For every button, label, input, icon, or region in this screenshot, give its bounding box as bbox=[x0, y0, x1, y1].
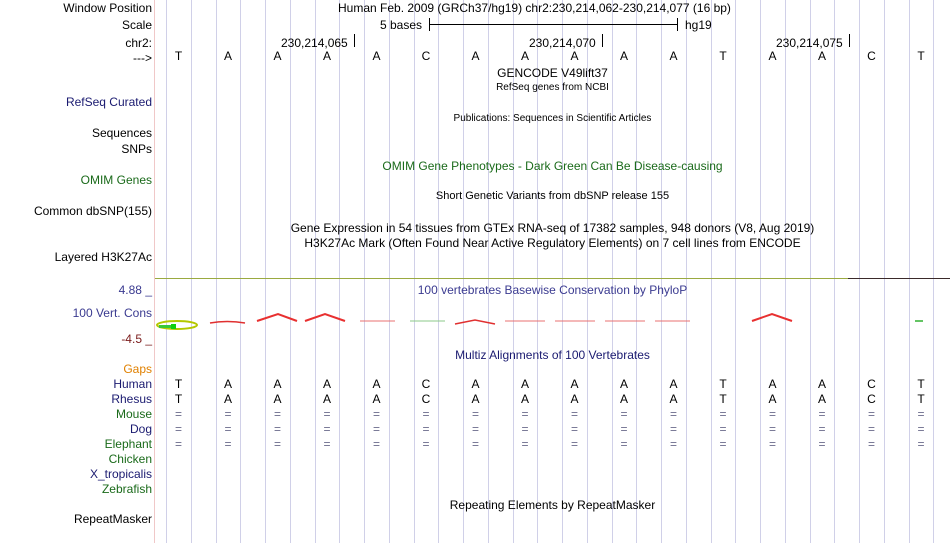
ruler-base: A bbox=[322, 49, 331, 63]
gtex-track-title[interactable]: Gene Expression in 54 tissues from GTEx RNA-seq of 17382 samples, 948 donors (V8, Aug 2019) bbox=[290, 221, 815, 235]
ruler-base: C bbox=[421, 49, 431, 63]
repeatmasker-track-title[interactable]: Repeating Elements by RepeatMasker bbox=[449, 498, 656, 512]
species-label[interactable]: Dog bbox=[129, 422, 152, 436]
alignment-base: = bbox=[570, 407, 578, 421]
alignment-base: T bbox=[174, 377, 183, 391]
alignment-base: = bbox=[669, 437, 677, 451]
alignment-base: = bbox=[719, 422, 727, 436]
alignment-base: A bbox=[570, 377, 579, 391]
dbsnp-track-label[interactable]: Common dbSNP(155) bbox=[33, 204, 152, 218]
alignment-base: = bbox=[917, 422, 925, 436]
alignment-base: = bbox=[570, 422, 578, 436]
species-label[interactable]: Human bbox=[113, 377, 152, 391]
cons-min-value: -4.5 _ bbox=[121, 332, 152, 346]
species-label[interactable]: X_tropicalis bbox=[89, 467, 152, 481]
alignment-base: = bbox=[917, 407, 925, 421]
alignment-base: T bbox=[917, 392, 925, 406]
strand-label: ---> bbox=[133, 51, 152, 65]
conservation-track-label[interactable]: 100 Vert. Cons bbox=[72, 306, 152, 320]
ruler-tick-1 bbox=[354, 34, 355, 47]
alignment-base: T bbox=[174, 392, 183, 406]
ruler-base: A bbox=[520, 49, 529, 63]
species-label[interactable]: Zebrafish bbox=[101, 482, 152, 496]
alignment-base: A bbox=[223, 377, 232, 391]
alignment-base: A bbox=[471, 377, 480, 391]
alignment-base: A bbox=[372, 392, 381, 406]
h3k27ac-track-title[interactable]: H3K27Ac Mark (Often Found Near Active Regulatory Elements) on 7 cell lines from ENCODE bbox=[304, 236, 801, 250]
ruler-base: T bbox=[719, 49, 727, 63]
publications-track-title[interactable]: Publications: Sequences in Scientific Articles bbox=[453, 113, 652, 124]
scale-bases: 5 bases bbox=[380, 18, 423, 32]
h3k27ac-signal-line bbox=[155, 278, 848, 279]
refseq-track-subtitle[interactable]: RefSeq genes from NCBI bbox=[496, 82, 609, 93]
ruler-tick-2 bbox=[602, 34, 603, 47]
alignment-base: = bbox=[422, 422, 430, 436]
alignment-base: = bbox=[174, 407, 182, 421]
alignment-base: = bbox=[570, 437, 578, 451]
omim-track-label[interactable]: OMIM Genes bbox=[80, 173, 152, 187]
ruler-tick-3 bbox=[849, 34, 850, 47]
alignment-base: = bbox=[768, 407, 776, 421]
alignment-base: C bbox=[421, 377, 431, 391]
h3k27ac-signal-line-end bbox=[848, 278, 950, 279]
alignment-base: = bbox=[323, 437, 331, 451]
alignment-base: = bbox=[719, 407, 727, 421]
alignment-base: = bbox=[372, 407, 380, 421]
alignment-base: = bbox=[867, 437, 875, 451]
alignment-base: A bbox=[520, 377, 529, 391]
alignment-base: = bbox=[273, 422, 281, 436]
scale-bar bbox=[429, 24, 677, 25]
alignment-base: = bbox=[372, 437, 380, 451]
alignment-base: A bbox=[768, 377, 777, 391]
alignment-base: = bbox=[669, 422, 677, 436]
alignment-base: A bbox=[669, 377, 678, 391]
alignment-base: = bbox=[768, 437, 776, 451]
scale-label: Scale bbox=[121, 18, 152, 32]
alignment-base: = bbox=[768, 422, 776, 436]
alignment-base: = bbox=[273, 407, 281, 421]
alignment-base: A bbox=[570, 392, 579, 406]
alignment-base: = bbox=[471, 437, 479, 451]
multiz-track-title[interactable]: Multiz Alignments of 100 Vertebrates bbox=[455, 348, 650, 362]
alignment-base: = bbox=[620, 407, 628, 421]
ruler-base: A bbox=[619, 49, 628, 63]
species-label[interactable]: Gaps bbox=[123, 362, 152, 376]
alignment-base: C bbox=[421, 392, 431, 406]
alignment-base: A bbox=[817, 392, 826, 406]
chrom-label: chr2: bbox=[125, 36, 152, 50]
alignment-base: = bbox=[521, 437, 529, 451]
alignment-base: = bbox=[521, 422, 529, 436]
alignment-base: T bbox=[917, 377, 925, 391]
omim-track-title[interactable]: OMIM Gene Phenotypes - Dark Green Can Be Disease-causing bbox=[382, 159, 723, 173]
scale-bar-right bbox=[677, 18, 678, 31]
conservation-plot bbox=[155, 300, 950, 340]
ruler-base: A bbox=[223, 49, 232, 63]
alignment-base: A bbox=[273, 377, 282, 391]
alignment-base: = bbox=[273, 437, 281, 451]
alignment-base: = bbox=[818, 437, 826, 451]
scale-assembly: hg19 bbox=[685, 18, 712, 32]
alignment-base: = bbox=[620, 422, 628, 436]
alignment-base: = bbox=[224, 422, 232, 436]
ruler-base: A bbox=[768, 49, 777, 63]
species-label[interactable]: Rhesus bbox=[111, 392, 152, 406]
ruler-base: A bbox=[273, 49, 282, 63]
alignment-base: = bbox=[422, 407, 430, 421]
ruler-base: C bbox=[867, 49, 876, 63]
species-label[interactable]: Mouse bbox=[115, 407, 152, 421]
species-label[interactable]: Chicken bbox=[108, 452, 152, 466]
alignment-base: A bbox=[520, 392, 529, 406]
alignment-base: = bbox=[422, 437, 430, 451]
alignment-base: = bbox=[867, 407, 875, 421]
species-label[interactable]: Elephant bbox=[104, 437, 152, 451]
alignment-base: = bbox=[471, 407, 479, 421]
alignment-base: C bbox=[867, 392, 876, 406]
alignment-base: A bbox=[619, 377, 628, 391]
alignment-base: A bbox=[471, 392, 480, 406]
window-position-label: Window Position bbox=[63, 1, 152, 15]
ruler-base: A bbox=[372, 49, 381, 63]
alignment-base: A bbox=[273, 392, 282, 406]
alignment-base: = bbox=[471, 422, 479, 436]
refseq-track-label[interactable]: RefSeq Curated bbox=[65, 95, 152, 109]
dbsnp-track-title[interactable]: Short Genetic Variants from dbSNP release 155 bbox=[435, 190, 670, 202]
ruler-position-2: 230,214,070 bbox=[529, 36, 596, 50]
ruler-base: A bbox=[471, 49, 480, 63]
alignment-base: = bbox=[818, 407, 826, 421]
gencode-track-title[interactable]: GENCODE V49lift37 bbox=[497, 66, 608, 80]
alignment-base: = bbox=[917, 437, 925, 451]
alignment-base: T bbox=[719, 377, 727, 391]
alignment-base: = bbox=[224, 437, 232, 451]
snps-track-label[interactable]: SNPs bbox=[121, 142, 152, 156]
ruler-base: A bbox=[817, 49, 826, 63]
alignment-base: A bbox=[619, 392, 628, 406]
alignment-base: A bbox=[817, 377, 826, 391]
alignment-base: = bbox=[174, 437, 182, 451]
alignment-base: = bbox=[719, 437, 727, 451]
alignment-base: = bbox=[867, 422, 875, 436]
alignment-base: T bbox=[719, 392, 727, 406]
ruler-base: T bbox=[917, 49, 925, 63]
conservation-track-title[interactable]: 100 vertebrates Basewise Conservation by PhyloP bbox=[417, 283, 688, 297]
ruler-position-3: 230,214,075 bbox=[776, 36, 843, 50]
alignment-base: = bbox=[224, 407, 232, 421]
ruler-base: A bbox=[669, 49, 678, 63]
alignment-base: = bbox=[323, 422, 331, 436]
alignment-base: = bbox=[669, 407, 677, 421]
alignment-base: = bbox=[521, 407, 529, 421]
window-position-value: Human Feb. 2009 (GRCh37/hg19) chr2:230,214,062-230,214,077 (16 bp) bbox=[338, 1, 731, 15]
alignment-base: A bbox=[223, 392, 232, 406]
alignment-base: A bbox=[322, 377, 331, 391]
ruler-base: T bbox=[174, 49, 183, 63]
alignment-base: A bbox=[372, 377, 381, 391]
sequences-track-label[interactable]: Sequences bbox=[91, 126, 152, 140]
ruler-position-1: 230,214,065 bbox=[281, 36, 348, 50]
alignment-base: = bbox=[818, 422, 826, 436]
alignment-base: = bbox=[174, 422, 182, 436]
alignment-base: = bbox=[372, 422, 380, 436]
cons-max-value: 4.88 _ bbox=[118, 283, 152, 297]
alignment-base: A bbox=[669, 392, 678, 406]
h3k27ac-track-label[interactable]: Layered H3K27Ac bbox=[54, 250, 152, 264]
conservation-signal bbox=[157, 314, 923, 329]
alignment-base: = bbox=[323, 407, 331, 421]
alignment-base: C bbox=[867, 377, 876, 391]
ruler-base: A bbox=[570, 49, 579, 63]
alignment-base: A bbox=[322, 392, 331, 406]
repeatmasker-track-label[interactable]: RepeatMasker bbox=[73, 512, 152, 526]
alignment-base: A bbox=[768, 392, 777, 406]
alignment-base: = bbox=[620, 437, 628, 451]
